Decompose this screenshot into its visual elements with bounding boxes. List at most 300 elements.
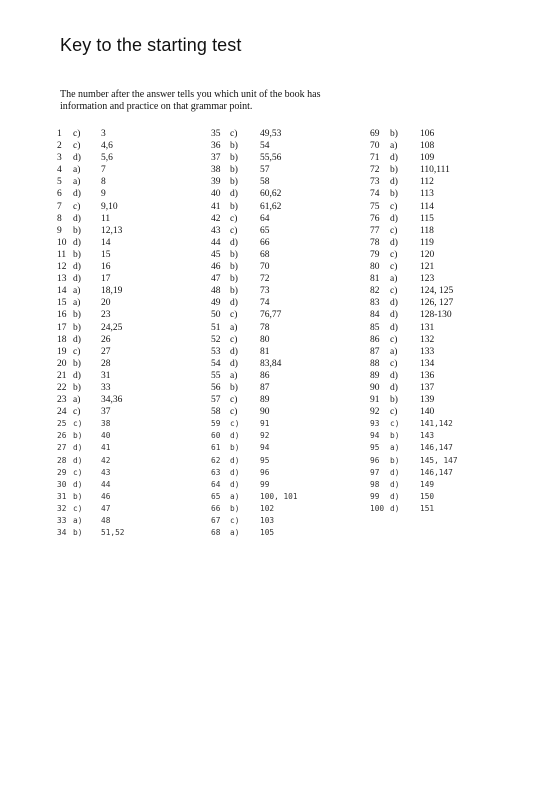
answer-letter: d) [390,467,400,477]
answer-letter: c) [390,334,398,345]
answer-letter: c) [73,467,83,477]
question-number: 68 [211,528,221,538]
answer-letter: a) [73,298,81,309]
answer-letter: b) [73,249,81,260]
unit-reference: 149 [420,479,435,489]
question-number: 54 [211,358,221,369]
unit-reference: 100, 101 [260,491,298,501]
question-number: 86 [370,334,380,345]
unit-reference: 90 [260,407,270,418]
answer-letter: b) [73,358,81,369]
question-number: 50 [211,310,221,321]
question-number: 55 [211,370,221,381]
unit-reference: 15 [101,249,111,260]
unit-reference: 151 [420,503,435,513]
answer-letter: c) [230,225,238,236]
question-number: 82 [370,286,380,297]
unit-reference: 118 [420,225,434,236]
question-number: 18 [57,334,67,345]
question-number: 49 [211,298,221,309]
answer-letter: b) [73,528,83,538]
answer-letter: d) [73,455,83,465]
question-number: 81 [370,274,380,285]
question-number: 3 [57,153,62,164]
unit-reference: 34,36 [101,395,123,406]
answer-letter: c) [390,225,398,236]
question-number: 13 [57,274,67,285]
question-number: 67 [211,516,221,525]
answer-letter: a) [230,370,238,381]
answer-letter: a) [73,286,81,297]
question-number: 57 [211,395,221,406]
question-number: 60 [211,431,221,441]
question-number: 71 [370,153,380,164]
unit-reference: 87 [260,382,270,393]
question-number: 61 [211,443,221,453]
answer-letter: d) [73,370,81,381]
question-number: 29 [57,467,67,477]
question-number: 37 [211,153,221,164]
question-number: 98 [370,479,380,489]
unit-reference: 31 [101,370,111,381]
question-number: 62 [211,455,221,465]
question-number: 93 [370,419,380,429]
answer-letter: d) [390,322,398,333]
question-number: 40 [211,189,221,200]
answer-letter: b) [230,443,240,453]
question-number: 66 [211,503,221,513]
question-number: 12 [57,262,67,273]
answer-letter: a) [390,346,398,357]
question-number: 34 [57,528,67,538]
answer-letter: d) [230,189,238,200]
unit-reference: 61,62 [260,201,282,212]
question-number: 25 [57,419,67,429]
answer-letter: d) [230,431,240,441]
answer-letter: c) [390,262,398,273]
unit-reference: 112 [420,177,434,188]
answer-letter: d) [390,491,400,501]
question-number: 53 [211,346,221,357]
question-number: 77 [370,225,380,236]
answer-letter: b) [230,262,238,273]
question-number: 35 [211,129,221,139]
question-number: 43 [211,225,221,236]
unit-reference: 64 [260,213,270,224]
question-number: 73 [370,177,380,188]
question-number: 23 [57,395,67,406]
unit-reference: 137 [420,382,435,393]
unit-reference: 121 [420,262,435,273]
unit-reference: 66 [260,237,270,248]
unit-reference: 9 [101,189,106,200]
unit-reference: 28 [101,358,111,369]
unit-reference: 94 [260,443,270,453]
question-number: 39 [211,177,221,188]
answer-letter: c) [73,346,81,357]
question-number: 14 [57,286,67,297]
unit-reference: 141,142 [420,419,453,429]
unit-reference: 134 [420,358,435,369]
unit-reference: 65 [260,225,270,236]
answer-letter: b) [230,165,238,176]
question-number: 91 [370,395,380,406]
question-number: 31 [57,491,67,501]
question-number: 20 [57,358,67,369]
answer-letter: c) [390,358,398,369]
question-number: 42 [211,213,221,224]
unit-reference: 4,6 [101,141,113,152]
question-number: 17 [57,322,67,333]
answer-letter: a) [73,165,81,176]
unit-reference: 60,62 [260,189,282,200]
unit-reference: 76,77 [260,310,282,321]
answer-letter: d) [230,479,240,489]
unit-reference: 83,84 [260,358,282,369]
unit-reference: 38 [101,419,111,429]
unit-reference: 106 [420,129,435,139]
unit-reference: 47 [101,503,111,513]
answer-letter: d) [73,189,81,200]
answer-letter: d) [230,455,240,465]
unit-reference: 102 [260,503,275,513]
answer-letter: d) [73,213,81,224]
question-number: 11 [57,249,67,260]
answer-letter: c) [390,249,398,260]
unit-reference: 123 [420,274,435,285]
unit-reference: 44 [101,479,111,489]
unit-reference: 131 [420,322,435,333]
unit-reference: 37 [101,407,111,418]
unit-reference: 24,25 [101,322,123,333]
unit-reference: 86 [260,370,270,381]
question-number: 51 [211,322,221,333]
answer-letter: b) [73,322,81,333]
question-number: 75 [370,201,380,212]
answer-letter: d) [230,298,238,309]
unit-reference: 109 [420,153,435,164]
question-number: 38 [211,165,221,176]
question-number: 83 [370,298,380,309]
question-number: 52 [211,334,221,345]
answer-letter: b) [73,382,81,393]
unit-reference: 16 [101,262,111,273]
unit-reference: 119 [420,237,434,248]
answer-letter: d) [390,298,398,309]
intro-text: The number after the answer tells you which unit of the book has information and practice on that grammar point. [60,89,321,112]
answer-letter: b) [230,286,238,297]
unit-reference: 33 [101,382,111,393]
unit-reference: 146,147 [420,467,453,477]
question-number: 1 [57,129,62,139]
question-number: 41 [211,201,221,212]
unit-reference: 57 [260,165,270,176]
answer-letter: d) [230,237,238,248]
unit-reference: 78 [260,322,270,333]
question-number: 59 [211,419,221,429]
unit-reference: 115 [420,213,434,224]
question-number: 33 [57,516,67,525]
unit-reference: 145, 147 [420,455,458,465]
question-number: 2 [57,141,62,152]
answer-letter: c) [230,334,238,345]
unit-reference: 7 [101,165,106,176]
unit-reference: 26 [101,334,111,345]
answer-letter: c) [230,129,238,139]
unit-reference: 113 [420,189,434,200]
unit-reference: 58 [260,177,270,188]
question-number: 74 [370,189,380,200]
question-number: 4 [57,165,62,176]
question-number: 21 [57,370,67,381]
answer-letter: b) [390,129,398,139]
answer-letter: d) [390,237,398,248]
unit-reference: 108 [420,141,435,152]
answer-letter: a) [230,322,238,333]
answer-letter: a) [390,274,398,285]
unit-reference: 68 [260,249,270,260]
unit-reference: 103 [260,516,275,525]
unit-reference: 133 [420,346,435,357]
unit-reference: 92 [260,431,270,441]
question-number: 19 [57,346,67,357]
answer-letter: c) [230,419,240,429]
answer-letter: a) [230,491,240,501]
question-number: 96 [370,455,380,465]
question-number: 27 [57,443,67,453]
question-number: 63 [211,467,221,477]
answer-letter: b) [230,153,238,164]
answer-letter: b) [390,165,398,176]
question-number: 9 [57,225,62,236]
answer-letter: d) [390,382,398,393]
question-number: 80 [370,262,380,273]
unit-reference: 27 [101,346,111,357]
unit-reference: 48 [101,516,111,525]
unit-reference: 41 [101,443,111,453]
answer-letter: c) [230,310,238,321]
answer-letter: c) [390,201,398,212]
unit-reference: 11 [101,213,111,224]
question-number: 24 [57,407,67,418]
question-number: 95 [370,443,380,453]
question-number: 99 [370,491,380,501]
answer-letter: c) [230,395,238,406]
question-number: 22 [57,382,67,393]
unit-reference: 40 [101,431,111,441]
answer-letter: a) [73,395,81,406]
answer-letter: d) [390,310,398,321]
answer-letter: c) [390,286,398,297]
question-number: 45 [211,249,221,260]
answer-letter: a) [390,443,400,453]
question-number: 78 [370,237,380,248]
question-number: 44 [211,237,221,248]
answer-letter: c) [390,419,400,429]
question-number: 48 [211,286,221,297]
unit-reference: 89 [260,395,270,406]
unit-reference: 146,147 [420,443,453,453]
unit-reference: 3 [101,129,106,139]
unit-reference: 114 [420,201,434,212]
answer-letter: d) [73,237,81,248]
answer-letter: d) [390,213,398,224]
unit-reference: 136 [420,370,435,381]
unit-reference: 120 [420,249,435,260]
answer-letter: c) [230,516,240,525]
question-number: 65 [211,491,221,501]
unit-reference: 73 [260,286,270,297]
page-title: Key to the starting test [60,35,242,55]
unit-reference: 139 [420,395,435,406]
unit-reference: 5,6 [101,153,113,164]
question-number: 46 [211,262,221,273]
unit-reference: 8 [101,177,106,188]
question-number: 58 [211,407,221,418]
answer-letter: d) [73,334,81,345]
answer-letter: c) [230,213,238,224]
unit-reference: 51,52 [101,528,125,538]
unit-reference: 81 [260,346,270,357]
question-number: 28 [57,455,67,465]
question-number: 30 [57,479,67,489]
answer-letter: b) [230,141,238,152]
question-number: 88 [370,358,380,369]
unit-reference: 140 [420,407,435,418]
unit-reference: 110,111 [420,165,450,176]
unit-reference: 96 [260,467,270,477]
question-number: 94 [370,431,380,441]
unit-reference: 12,13 [101,225,123,236]
question-number: 6 [57,189,62,200]
unit-reference: 126, 127 [420,298,454,309]
answer-letter: d) [390,153,398,164]
question-number: 69 [370,129,380,139]
answer-letter: b) [230,201,238,212]
question-number: 5 [57,177,62,188]
answer-letter: d) [73,443,83,453]
question-number: 26 [57,431,67,441]
answer-letter: b) [390,189,398,200]
question-number: 72 [370,165,380,176]
question-number: 76 [370,213,380,224]
answer-letter: b) [390,455,400,465]
answer-letter: c) [390,407,398,418]
question-number: 85 [370,322,380,333]
answer-letter: d) [230,467,240,477]
unit-reference: 55,56 [260,153,282,164]
unit-reference: 99 [260,479,270,489]
unit-reference: 46 [101,491,111,501]
unit-reference: 150 [420,491,435,501]
answer-letter: a) [390,141,398,152]
answer-letter: b) [230,503,240,513]
question-number: 56 [211,382,221,393]
answer-letter: b) [230,249,238,260]
question-number: 7 [57,201,62,212]
answer-letter: b) [390,431,400,441]
answer-letter: d) [73,262,81,273]
question-number: 90 [370,382,380,393]
unit-reference: 128-130 [420,310,452,321]
question-number: 89 [370,370,380,381]
answer-letter: a) [230,528,240,538]
unit-reference: 105 [260,528,275,538]
question-number: 15 [57,298,67,309]
answer-letter: b) [390,395,398,406]
answer-letter: a) [73,177,81,188]
question-number: 70 [370,141,380,152]
question-number: 100 [370,503,385,513]
answer-letter: d) [230,358,238,369]
unit-reference: 18,19 [101,286,123,297]
answer-letter: b) [73,431,83,441]
question-number: 36 [211,141,221,152]
unit-reference: 54 [260,141,270,152]
question-number: 10 [57,237,67,248]
answer-letter: d) [390,503,400,513]
unit-reference: 42 [101,455,111,465]
unit-reference: 143 [420,431,435,441]
unit-reference: 70 [260,262,270,273]
answer-letter: b) [73,310,81,321]
unit-reference: 72 [260,274,270,285]
answer-letter: c) [73,503,83,513]
unit-reference: 14 [101,237,111,248]
unit-reference: 95 [260,455,270,465]
answer-letter: c) [230,407,238,418]
unit-reference: 23 [101,310,111,321]
unit-reference: 9,10 [101,201,118,212]
unit-reference: 17 [101,274,111,285]
unit-reference: 49,53 [260,129,282,139]
answer-letter: c) [73,141,81,152]
question-number: 97 [370,467,380,477]
question-number: 8 [57,213,62,224]
unit-reference: 91 [260,419,270,429]
answer-letter: b) [73,491,83,501]
answer-letter: b) [230,274,238,285]
question-number: 84 [370,310,380,321]
question-number: 64 [211,479,221,489]
answer-letter: d) [230,346,238,357]
question-number: 87 [370,346,380,357]
question-number: 16 [57,310,67,321]
answer-letter: d) [390,370,398,381]
answer-letter: b) [230,177,238,188]
unit-reference: 132 [420,334,435,345]
question-number: 79 [370,249,380,260]
answer-letter: b) [73,225,81,236]
answer-letter: c) [73,201,81,212]
unit-reference: 124, 125 [420,286,454,297]
answer-letter: d) [390,177,398,188]
answer-letter: c) [73,129,81,139]
answer-letter: d) [73,274,81,285]
answer-letter: b) [230,382,238,393]
answer-letter: d) [73,153,81,164]
question-number: 47 [211,274,221,285]
answer-letter: c) [73,419,83,429]
unit-reference: 74 [260,298,270,309]
unit-reference: 43 [101,467,111,477]
answer-letter: d) [390,479,400,489]
question-number: 92 [370,407,380,418]
answer-letter: a) [73,516,83,525]
answer-letter: c) [73,407,81,418]
answer-letter: d) [73,479,83,489]
unit-reference: 20 [101,298,111,309]
